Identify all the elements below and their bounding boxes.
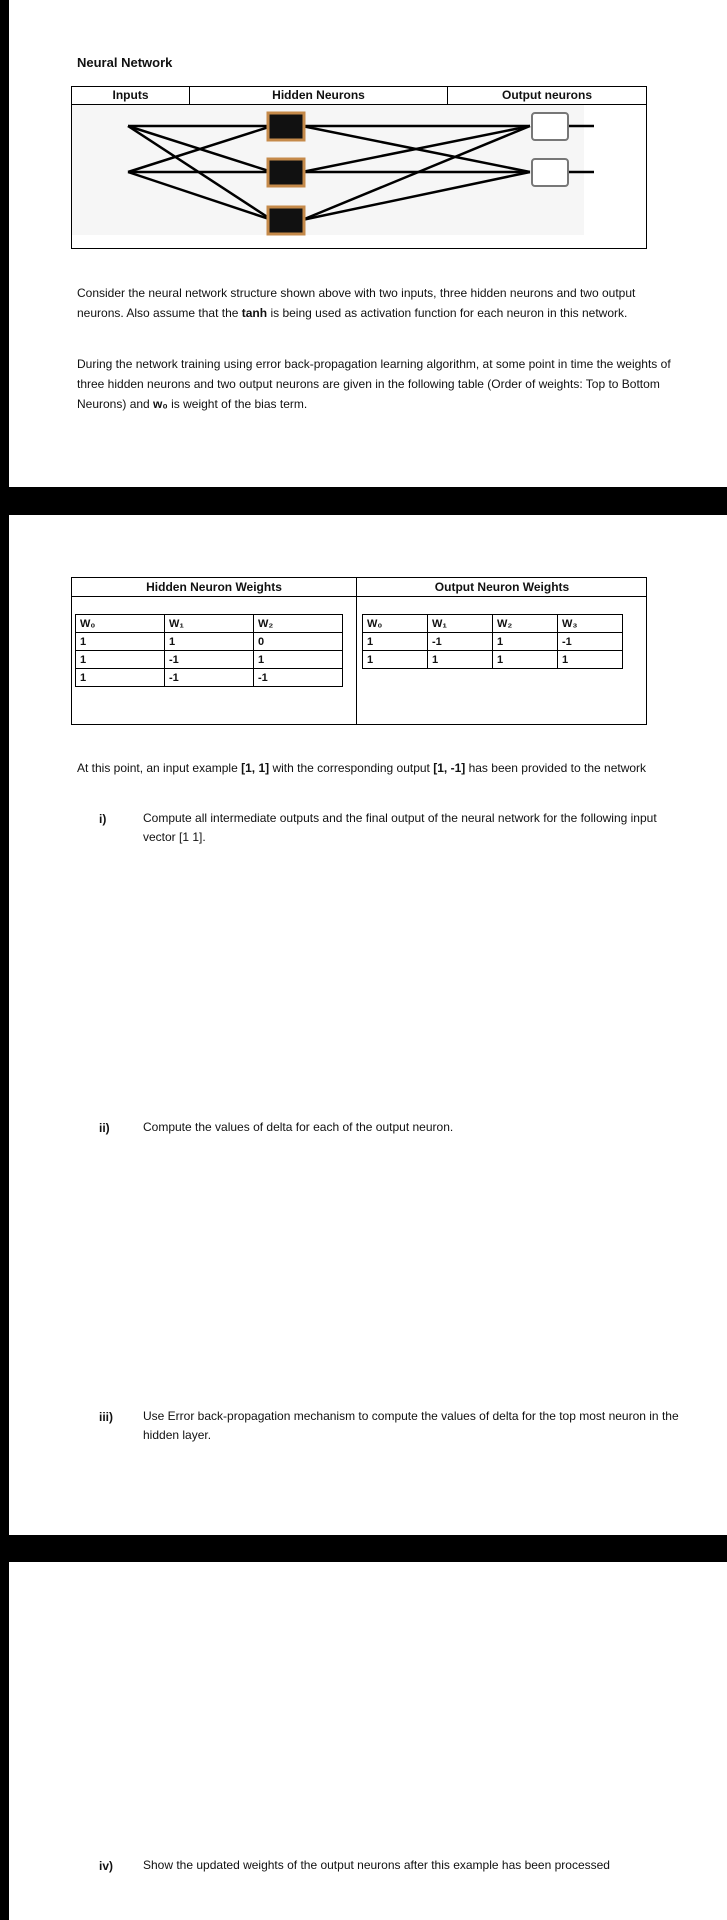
example-paragraph: At this point, an input example [1, 1] with the corresponding output [1, -1] has been provided to the network: [77, 761, 647, 775]
output-weights-title: Output Neuron Weights: [434, 580, 570, 594]
table-cell: 1: [76, 633, 165, 651]
network-diagram-header: [72, 87, 646, 105]
question-2-number: ii): [99, 1121, 110, 1135]
output-w0-header: W₀: [363, 615, 428, 633]
hidden-neuron-2: [268, 159, 304, 186]
weights-header: [72, 578, 646, 597]
table-cell: 1: [428, 651, 493, 669]
network-graph: [72, 105, 646, 248]
table-cell: 1: [558, 651, 623, 669]
hidden-weights-title: Hidden Neuron Weights: [146, 580, 282, 594]
table-cell: -1: [558, 633, 623, 651]
hidden-row-2: [76, 651, 343, 669]
table-cell: 0: [254, 633, 343, 651]
table-cell: 1: [363, 633, 428, 651]
intro-paragraph-1: Consider the neural network structure shown above with two inputs, three hidden neurons and two output neurons. Also assume that the tanh is being used as activation function for each neuron in this network.: [77, 286, 636, 320]
question-2-text: Compute the values of delta for each of the output neuron.: [143, 1120, 454, 1134]
output-w1-header: W₁: [428, 615, 493, 633]
table-cell: 1: [165, 633, 254, 651]
question-1-text: Compute all intermediate outputs and the final output of the neural network for the following input vector [1 1].: [143, 811, 657, 844]
table-cell: 1: [254, 651, 343, 669]
hidden-row-3: [76, 669, 343, 687]
hidden-row-1: [76, 633, 343, 651]
output-neurons-header: Output neurons: [502, 88, 592, 102]
page-3: [9, 1562, 727, 1920]
table-cell: 1: [493, 651, 558, 669]
question-4-number: iv): [99, 1859, 114, 1873]
table-cell: 1: [363, 651, 428, 669]
table-cell: -1: [254, 669, 343, 687]
hidden-w1-header: W₁: [165, 615, 254, 633]
output-row-2: [363, 651, 623, 669]
hidden-w0-header: W₀: [76, 615, 165, 633]
inputs-header: Inputs: [72, 87, 190, 104]
hidden-neuron-1: [268, 113, 304, 140]
question-3-number: iii): [99, 1410, 113, 1424]
question-4-text: Show the updated weights of the output neurons after this example has been processed: [143, 1858, 610, 1872]
hidden-weights-table: [75, 614, 343, 687]
output-neuron-1: [532, 113, 568, 140]
output-row-1: [363, 633, 623, 651]
output-w2-header: W₂: [493, 615, 558, 633]
table-cell: 1: [76, 669, 165, 687]
page-1: [9, 0, 727, 487]
output-w3-header: W₃: [558, 615, 623, 633]
network-diagram: [71, 86, 647, 249]
hidden-neuron-nodes: [268, 113, 304, 234]
output-neuron-2: [532, 159, 568, 186]
weights-box: [71, 577, 647, 725]
weights-divider: [356, 578, 357, 724]
table-cell: -1: [428, 633, 493, 651]
question-3-text: Use Error back-propagation mechanism to compute the values of delta for the top most neuron in the hidden layer.: [143, 1409, 679, 1442]
page-title: Neural Network: [77, 55, 173, 70]
question-1-number: i): [99, 812, 107, 826]
page-2: [9, 515, 727, 1535]
intro-paragraph-2: During the network training using error back-propagation learning algorithm, at some point in time the weights of three hidden neurons and two output neurons are given in the following table (Order of weights: Top to Bottom Neurons) and w₀ is weight of the bias term.: [77, 357, 671, 411]
hidden-neurons-header: Hidden Neurons: [190, 87, 448, 104]
table-cell: 1: [493, 633, 558, 651]
hidden-neuron-3: [268, 207, 304, 234]
table-cell: -1: [165, 651, 254, 669]
hidden-w2-header: W₂: [254, 615, 343, 633]
table-cell: 1: [76, 651, 165, 669]
output-weights-table: [362, 614, 623, 669]
table-cell: -1: [165, 669, 254, 687]
